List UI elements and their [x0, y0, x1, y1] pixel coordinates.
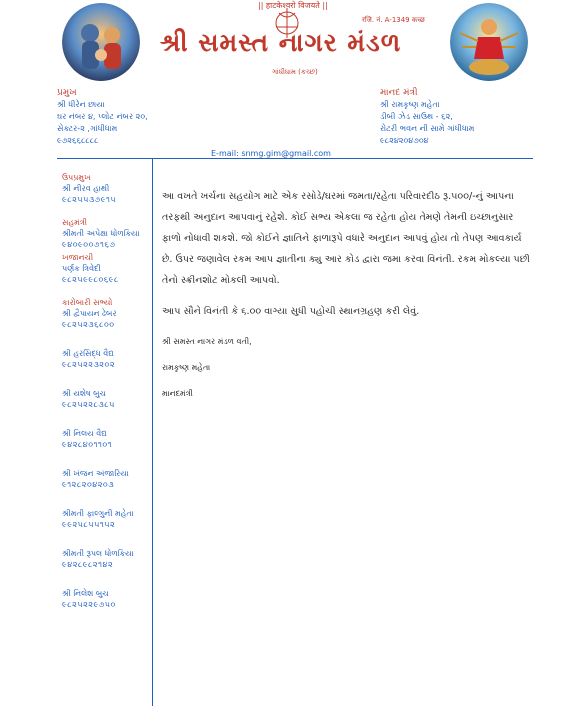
member-phone: ૯૮૨૫૫૩૭૯૧૫ — [62, 195, 117, 204]
secretary-address-line-1: ડીબી ઝેડ સાઉથ - ૬૨, — [380, 112, 453, 121]
email-address: E-mail: snmg.gim@gmail.com — [211, 149, 331, 158]
president-address-line-1: ઘર નંબર ૪, પ્લોટ નંબર ૨૦, — [57, 112, 148, 121]
goddess-on-lion-medallion-icon — [450, 3, 528, 81]
secretary-phone: ૯૮૨૪૨૦૪૭૦૪ — [380, 136, 429, 145]
signoff-on-behalf: શ્રી સમસ્ત નાગર મંડળ વતી, — [162, 337, 252, 346]
member-name: પર્ણક ત્રિવેદી — [62, 264, 101, 273]
committee-member — [62, 348, 150, 370]
member-name: શ્રી નીરવ હાથી — [62, 184, 110, 193]
committee-member — [62, 508, 150, 530]
member-phone: ૯૮૨૫૯૯૮૦૬૯૮ — [62, 275, 119, 284]
member-phone: ૯૪૨૮૪૦૧૧૦૧ — [62, 440, 113, 449]
letter-body — [162, 186, 530, 400]
member-name: શ્રી દ્વૈપાયન ઢેબર — [62, 309, 117, 318]
member-name: શ્રીમતી અપેક્ષા ધોળકિયા — [62, 229, 140, 238]
deity-family-medallion-icon — [62, 3, 140, 81]
committee-member — [62, 217, 150, 250]
president-name: શ્રી ધીરેન છાયા — [57, 100, 105, 109]
member-phone: ૯૪૦૯૦૦૭૧૬૭ — [62, 240, 116, 249]
sidebar-divider — [152, 158, 153, 706]
president-address-line-2: સેક્ટર-૨ ,ગાંધીધામ — [57, 124, 118, 133]
committee-member — [62, 548, 150, 570]
member-name: શ્રી નિલય વૈદ્ય — [62, 429, 107, 438]
secretary-address-line-2: રોટરી ભવન ની સામે ગાંધીધામ — [380, 124, 475, 133]
member-phone: ૯૮૨૫૨૨૩૨૦૨ — [62, 360, 116, 369]
committee-member — [62, 588, 150, 610]
top-invocation: || हाटकेश्वरो विजयते || — [258, 1, 328, 10]
member-name: શ્રી યશેષ બુચ — [62, 389, 106, 398]
member-phone: ૯૪૨૮૯૮૨૧૪૨ — [62, 560, 114, 569]
member-role: ખજાનચી — [62, 253, 94, 262]
president-phone: ૯૭૨૬૬૮૮૮૮ — [57, 136, 99, 145]
organization-subtitle: ગાંધીધામ (કચ્છ) — [272, 68, 318, 76]
secretary-name: શ્રી રામકૃષ્ણ મહેતા — [380, 100, 440, 109]
committee-member — [62, 388, 150, 410]
member-phone: ૯૮૨૫૨૩૬૮૦૦ — [62, 320, 115, 329]
letter-paragraph-contribution: આ વખતે ખર્ચના સહયોગ માટે એક રસોડે/ઘરમાં જમતા/રહેતા પરિવારદીઠ રૂ.૫૦૦/-નું આપના તરફથી અનુદાન આપવાનું રહેશે. કોઈ સભ્ય એકલા જ રહેતા હોય તેમણે તેમની ઇચ્છાનુસાર ફાળો નોધાવી શકશે. જો કોઈને જ્ઞાતિને ફાળારૂપે વધારે અનુદાન આપવું હોય તો તેપણ આવકાર્ય છે. ઉપર જણાવેલ રકમ આપ જ્ઞાતીના ક્યુ આર કોડ દ્વારા જમા કરવા વિનંતી. રકમ મોકલ્યા પછી તેનો સ્ક્રીનશોટ મોકલી આપવો. — [162, 191, 530, 286]
member-name: શ્રી નિલેશ બુચ — [62, 589, 109, 598]
member-role: સહમંત્રી — [62, 218, 88, 227]
signoff-name: રામકૃષ્ણ મહેતા — [162, 363, 211, 372]
member-phone: ૯૧૨૮૨૦૪૨૦૩ — [62, 480, 115, 489]
signoff-title: માનદમંત્રી — [162, 389, 193, 398]
member-role: ઉપપ્રમુખ — [62, 173, 91, 182]
committee-member — [62, 468, 150, 490]
secretary-block — [380, 87, 474, 147]
committee-member — [62, 252, 150, 285]
president-role: પ્રમુખ — [57, 88, 77, 98]
secretary-role: માનદ મંત્રી — [380, 88, 418, 98]
organization-title: શ્રી સમસ્ત નાગર મંડળ — [160, 28, 402, 57]
member-name: શ્રી ખંજન અંજારિયા — [62, 469, 129, 478]
committee-member — [62, 297, 150, 330]
committee-member — [62, 172, 150, 205]
header-divider — [57, 158, 533, 159]
member-role: કારોબારી સભ્યો — [62, 298, 113, 307]
member-name: શ્રીમતી ફાલ્ગુની મહેતા — [62, 509, 134, 518]
member-name: શ્રી હરસિદ્ધ વૈદ્ય — [62, 349, 114, 358]
member-phone: ૯૮૨૫૨૨૯૭૫૦ — [62, 600, 116, 609]
committee-member — [62, 428, 150, 450]
member-phone: ૯૮૨૫૨૨૮૩૮૫ — [62, 400, 115, 409]
registration-number: रजि. नं. A-1349 कच्छ — [362, 16, 425, 24]
president-block — [57, 87, 148, 147]
letter-paragraph-arrival: આપ સૌને વિનંતી કે ૬.૦૦ વાગ્યા સુધી પહોચી સ્થાનગ્રહણ કરી લેવું. — [162, 306, 420, 317]
member-phone: ૯૯૨૫૮૫૫૧૫૨ — [62, 520, 116, 529]
member-name: શ્રીમતી રૂપલ ધોળકિયા — [62, 549, 134, 558]
committee-sidebar — [62, 172, 150, 610]
